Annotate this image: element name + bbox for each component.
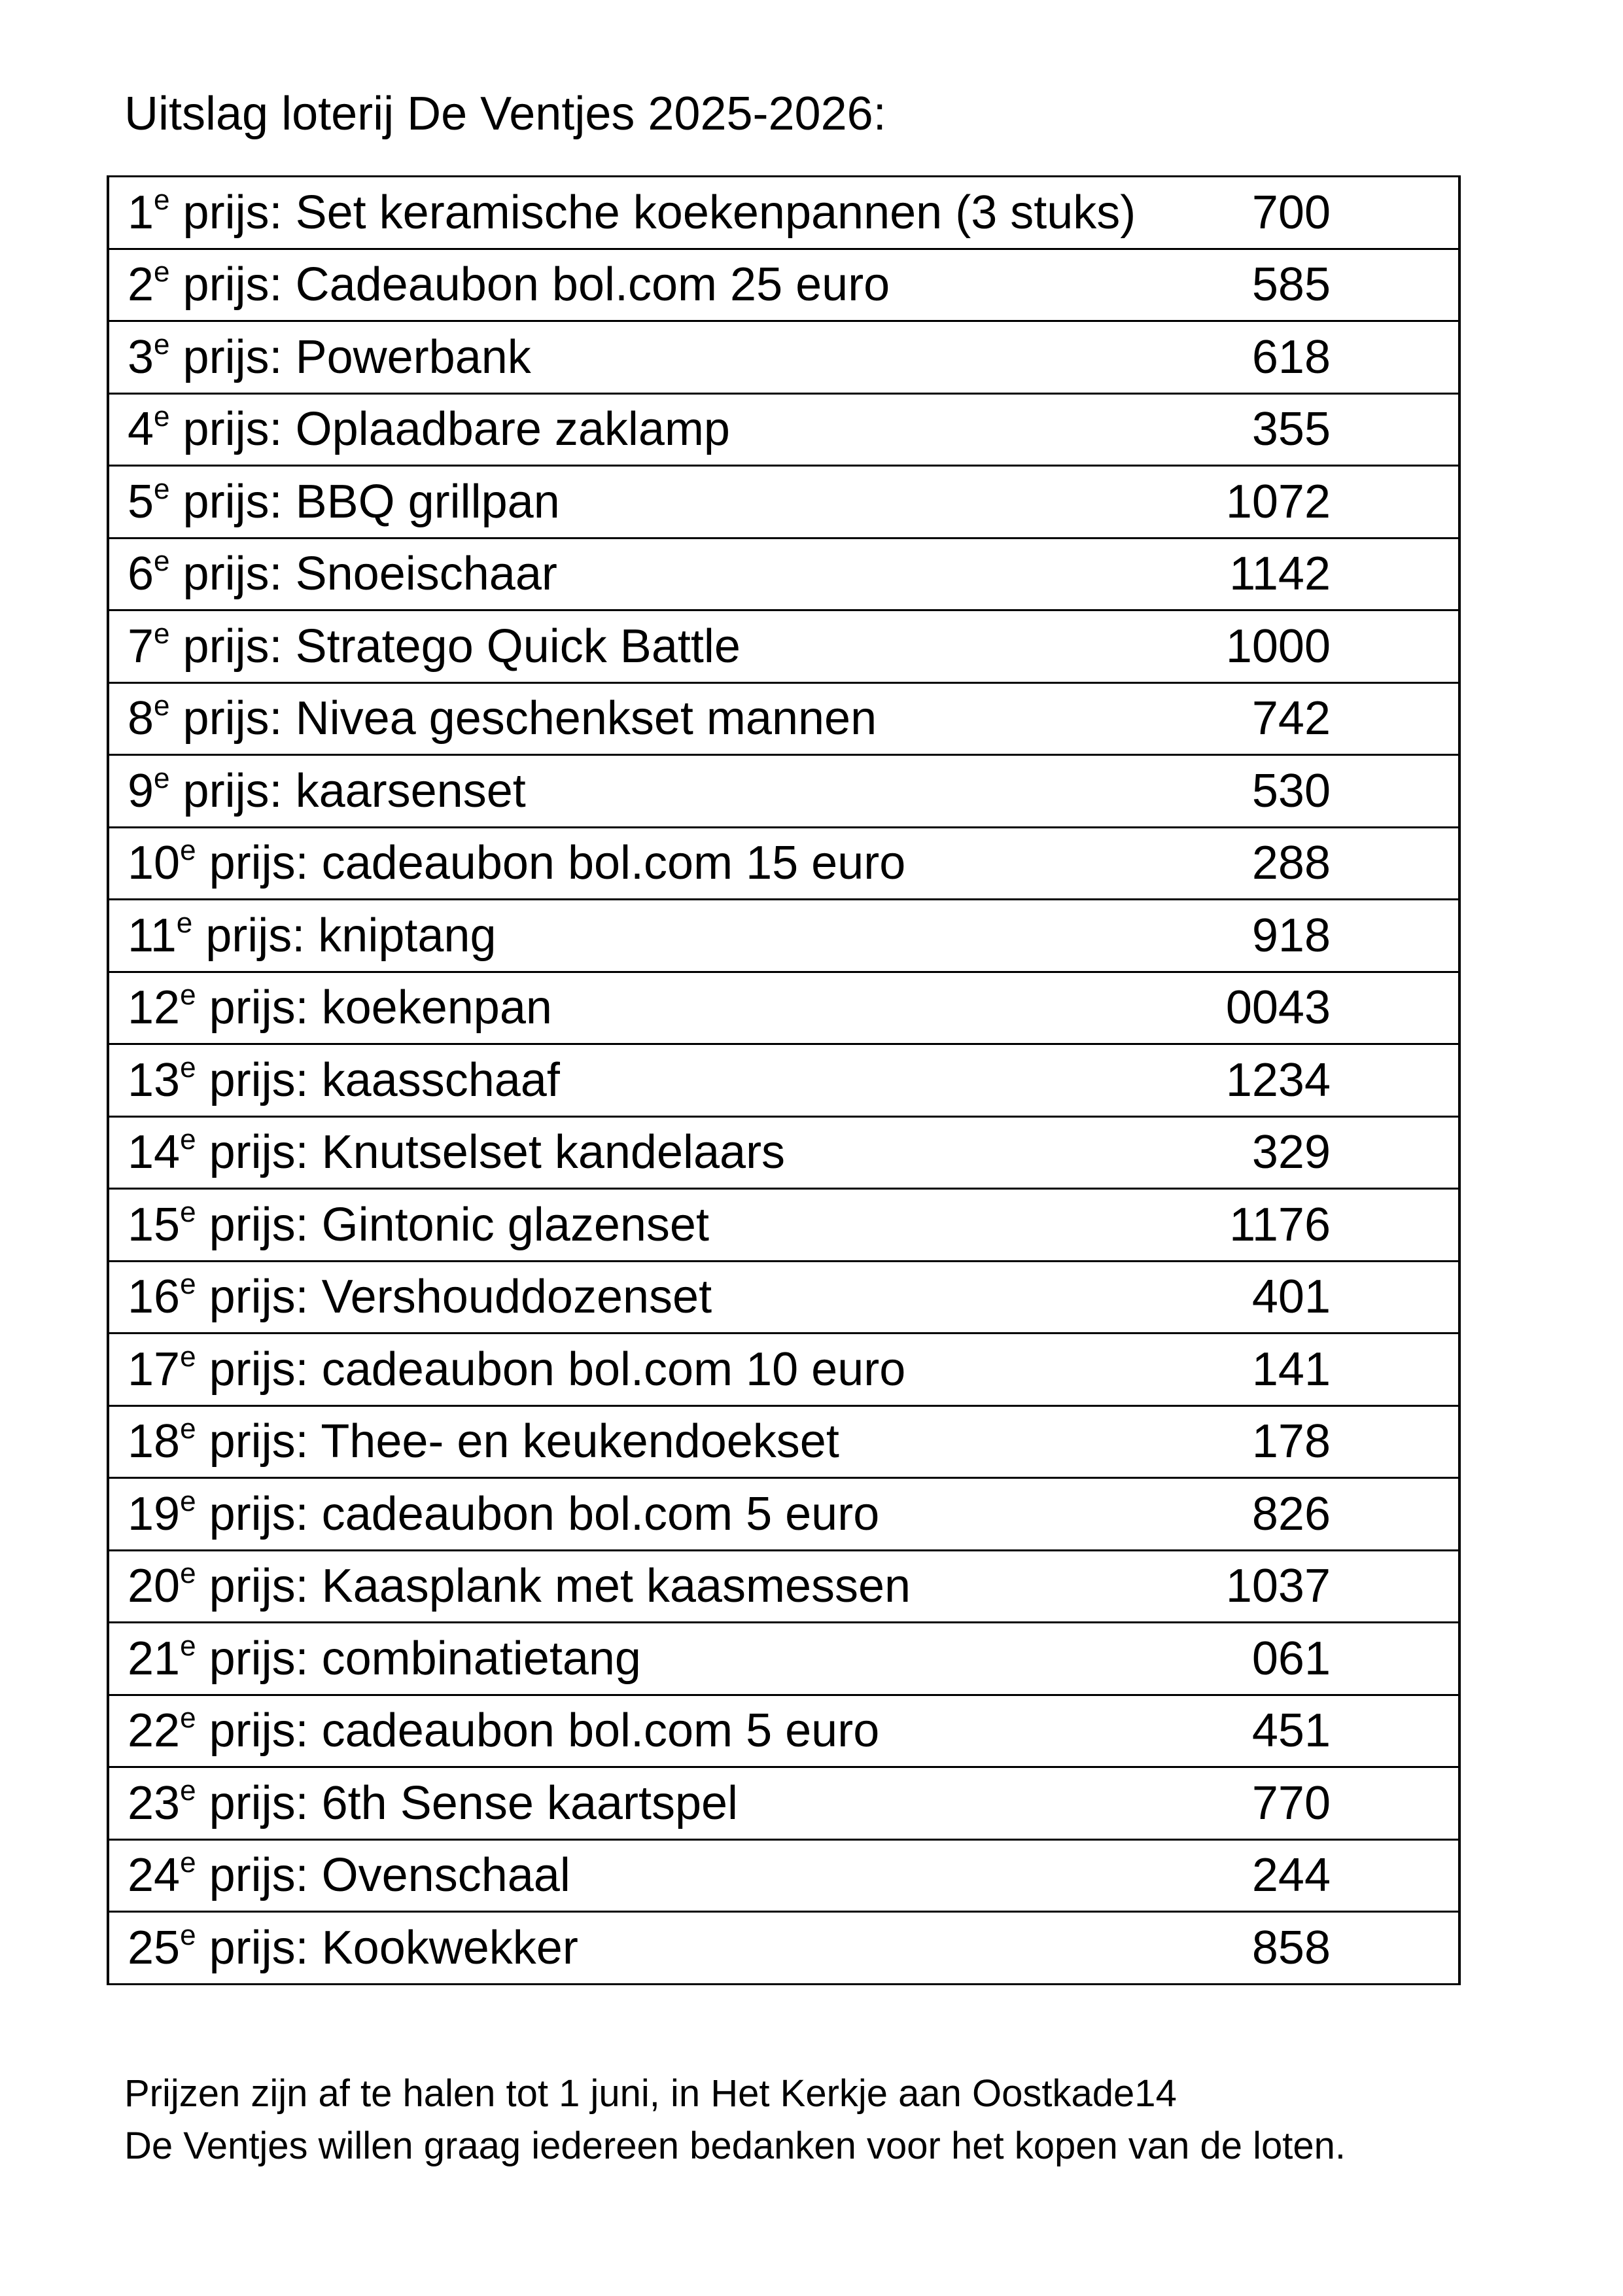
- prize-row: [108, 610, 1459, 683]
- winning-number: 141: [1069, 1333, 1459, 1406]
- winning-number: 618: [1069, 321, 1459, 394]
- prize-rank-number: 23: [128, 1776, 181, 1829]
- prize-name: Gintonic glazenset: [321, 1198, 709, 1251]
- prize-rank: [128, 1051, 196, 1106]
- prize-word: prijs:: [209, 1704, 309, 1757]
- prize-word: prijs:: [209, 981, 309, 1034]
- prize-row: [108, 1912, 1459, 1985]
- prize-rank-suffix: e: [180, 1413, 196, 1445]
- prize-row: [108, 1189, 1459, 1262]
- prize-rank-number: 2: [128, 258, 154, 311]
- prize-rank-suffix: e: [180, 1195, 196, 1228]
- prize-name: koekenpan: [321, 981, 552, 1034]
- winning-number: 700: [1069, 177, 1459, 249]
- prize-rank-number: 15: [128, 1198, 181, 1251]
- page-title: Uitslag loterij De Ventjes 2025-2026:: [124, 88, 886, 140]
- winning-number: 530: [1069, 755, 1459, 828]
- prize-word: prijs:: [209, 837, 309, 890]
- prize-rank: [128, 1195, 196, 1251]
- prize-name: Snoeischaar: [295, 548, 557, 601]
- prize-rank: [128, 1846, 196, 1902]
- prize-name: Thee- en keukendoekset: [321, 1415, 839, 1468]
- prize-rank: [128, 692, 170, 745]
- prize-word: prijs:: [209, 1415, 309, 1468]
- prize-rank-number: 5: [128, 475, 154, 528]
- prize-rank: [128, 400, 170, 456]
- prize-row: [108, 249, 1459, 321]
- prize-word: prijs:: [183, 330, 283, 383]
- prize-cell: [108, 177, 1136, 249]
- winning-number: 355: [1069, 393, 1459, 466]
- winning-number: 1142: [1069, 538, 1459, 610]
- prize-cell: [108, 755, 1069, 828]
- prize-table: [107, 175, 1461, 1985]
- prize-rank-suffix: e: [180, 1123, 196, 1156]
- winning-number: 1000: [1069, 610, 1459, 683]
- prize-rank-number: 9: [128, 764, 154, 817]
- prize-rank-number: 16: [128, 1271, 181, 1324]
- prize-cell: [108, 1405, 1069, 1478]
- prize-rank-suffix: e: [180, 1340, 196, 1373]
- prize-cell: [108, 900, 1069, 972]
- winning-number: 1176: [1069, 1189, 1459, 1262]
- prize-rank-number: 20: [128, 1560, 181, 1613]
- winning-number: 329: [1069, 1116, 1459, 1189]
- winning-number: 1234: [1069, 1044, 1459, 1117]
- winning-number: 826: [1069, 1478, 1459, 1551]
- prize-name: BBQ grillpan: [295, 475, 560, 528]
- prize-word: prijs:: [209, 1560, 309, 1613]
- prize-cell: [108, 827, 1069, 900]
- prize-name: cadeaubon bol.com 10 euro: [321, 1343, 906, 1396]
- prize-word: prijs:: [209, 1053, 309, 1106]
- prize-word: prijs:: [209, 1921, 309, 1974]
- prize-rank-suffix: e: [176, 906, 193, 939]
- prize-rank-number: 17: [128, 1343, 181, 1396]
- prize-name: kniptang: [318, 909, 497, 962]
- prize-cell: [108, 1623, 1069, 1695]
- winning-number: 858: [1069, 1912, 1459, 1985]
- prize-rank-number: 7: [128, 620, 154, 673]
- prize-rank-suffix: e: [180, 834, 196, 867]
- prize-name: Vershouddozenset: [321, 1271, 712, 1324]
- prize-row: [108, 755, 1459, 828]
- prize-row: [108, 1623, 1459, 1695]
- prize-rank-suffix: e: [180, 1268, 196, 1301]
- prize-rank-suffix: e: [180, 979, 196, 1012]
- prize-rank: [128, 762, 170, 817]
- prize-row: [108, 177, 1459, 249]
- prize-cell: [108, 610, 1069, 683]
- prize-rank: [128, 328, 170, 383]
- prize-row: [108, 682, 1459, 755]
- prize-rank-suffix: e: [154, 545, 170, 578]
- prize-rank: [128, 981, 196, 1034]
- prize-row: [108, 538, 1459, 610]
- prize-cell: [108, 249, 1069, 321]
- prize-cell: [108, 1839, 1069, 1912]
- prize-word: prijs:: [183, 620, 283, 673]
- prize-list: [108, 177, 1459, 1985]
- winning-number: 178: [1069, 1405, 1459, 1478]
- prize-cell: [108, 393, 1069, 466]
- prize-row: [108, 466, 1459, 539]
- prize-rank: [128, 1629, 196, 1685]
- prize-name: Stratego Quick Battle: [295, 620, 741, 673]
- winning-number: 585: [1069, 249, 1459, 321]
- prize-rank-number: 14: [128, 1126, 181, 1179]
- prize-rank-suffix: e: [154, 256, 170, 289]
- prize-word: prijs:: [183, 692, 283, 745]
- prize-rank: [128, 1415, 196, 1468]
- prize-rank-suffix: e: [154, 472, 170, 505]
- prize-rank: [128, 1268, 196, 1324]
- prize-rank-suffix: e: [180, 1774, 196, 1807]
- prize-row: [108, 1333, 1459, 1406]
- prize-word: prijs:: [209, 1271, 309, 1324]
- prize-cell: [108, 1912, 1069, 1985]
- prize-rank-number: 4: [128, 403, 154, 456]
- prize-word: prijs:: [183, 186, 283, 239]
- prize-row: [108, 1767, 1459, 1840]
- prize-word: prijs:: [205, 909, 305, 962]
- prize-rank-suffix: e: [154, 762, 170, 794]
- prize-rank-number: 6: [128, 548, 154, 601]
- winning-number: 1037: [1069, 1550, 1459, 1623]
- prize-cell: [108, 1261, 1069, 1333]
- winning-number: 0043: [1069, 972, 1459, 1044]
- prize-cell: [108, 1695, 1069, 1767]
- prize-rank: [128, 1704, 196, 1757]
- winning-number: 918: [1069, 900, 1459, 972]
- prize-rank-suffix: e: [154, 690, 170, 722]
- prize-row: [108, 1550, 1459, 1623]
- prize-rank: [128, 906, 193, 962]
- prize-cell: [108, 1189, 1069, 1262]
- prize-rank-suffix: e: [180, 1557, 196, 1590]
- winning-number: 451: [1069, 1695, 1459, 1767]
- prize-rank-suffix: e: [154, 617, 170, 650]
- prize-word: prijs:: [183, 403, 283, 456]
- footer-notes: [124, 2068, 1346, 2172]
- prize-rank-number: 10: [128, 837, 181, 890]
- prize-rank: [128, 1557, 196, 1613]
- winning-number: 288: [1069, 827, 1459, 900]
- prize-rank-suffix: e: [180, 1846, 196, 1879]
- winning-number: 244: [1069, 1839, 1459, 1912]
- prize-rank-number: 12: [128, 981, 181, 1034]
- prize-rank: [128, 258, 170, 311]
- prize-word: prijs:: [183, 548, 283, 601]
- prize-word: prijs:: [209, 1849, 309, 1902]
- prize-row: [108, 1695, 1459, 1767]
- prize-row: [108, 1478, 1459, 1551]
- prize-rank-suffix: e: [154, 400, 170, 433]
- prize-rank-number: 21: [128, 1632, 181, 1685]
- prize-name: Kaasplank met kaasmessen: [321, 1560, 911, 1613]
- prize-row: [108, 1044, 1459, 1117]
- winning-number: 770: [1069, 1767, 1459, 1840]
- prize-rank-number: 22: [128, 1704, 181, 1757]
- prize-word: prijs:: [209, 1487, 309, 1540]
- prize-rank-suffix: e: [180, 1918, 196, 1951]
- prize-cell: [108, 1767, 1069, 1840]
- prize-row: [108, 1405, 1459, 1478]
- prize-rank-number: 11: [128, 909, 177, 962]
- prize-rank-number: 3: [128, 330, 154, 383]
- prize-row: [108, 1261, 1459, 1333]
- prize-word: prijs:: [209, 1126, 309, 1179]
- prize-rank-number: 25: [128, 1921, 181, 1974]
- prize-rank: [128, 834, 196, 890]
- prize-row: [108, 393, 1459, 466]
- prize-name: Ovenschaal: [321, 1849, 570, 1902]
- prize-name: 6th Sense kaartspel: [321, 1776, 739, 1829]
- prize-rank-suffix: e: [180, 1702, 196, 1735]
- prize-rank: [128, 545, 170, 601]
- prize-rank: [128, 617, 170, 673]
- prize-rank: [128, 1918, 196, 1974]
- prize-word: prijs:: [183, 764, 283, 817]
- prize-cell: [108, 538, 1069, 610]
- prize-name: Knutselset kandelaars: [321, 1126, 786, 1179]
- prize-name: Powerbank: [295, 330, 531, 383]
- winning-number: 742: [1069, 682, 1459, 755]
- prize-rank: [128, 1123, 196, 1179]
- prize-cell: [108, 682, 1069, 755]
- prize-name: cadeaubon bol.com 5 euro: [321, 1704, 880, 1757]
- prize-word: prijs:: [209, 1776, 309, 1829]
- prize-name: Set keramische koekenpannen (3 stuks): [295, 186, 1136, 239]
- prize-cell: [108, 972, 1069, 1044]
- prize-name: Nivea geschenkset mannen: [295, 692, 877, 745]
- prize-rank-number: 13: [128, 1053, 181, 1106]
- prize-row: [108, 972, 1459, 1044]
- prize-rank-number: 19: [128, 1487, 181, 1540]
- winning-number: 401: [1069, 1261, 1459, 1333]
- prize-name: cadeaubon bol.com 5 euro: [321, 1487, 880, 1540]
- prize-rank-number: 1: [128, 186, 154, 239]
- prize-word: prijs:: [209, 1198, 309, 1251]
- prize-rank: [128, 472, 170, 528]
- prize-row: [108, 1839, 1459, 1912]
- prize-name: combinatietang: [321, 1632, 641, 1685]
- prize-rank-number: 8: [128, 692, 154, 745]
- winning-number: 1072: [1069, 466, 1459, 539]
- prize-row: [108, 321, 1459, 394]
- prize-rank: [128, 1485, 196, 1540]
- prize-rank-suffix: e: [154, 183, 170, 216]
- pickup-note: Prijzen zijn af te halen tot 1 juni, in Het Kerkje aan Oostkade14: [124, 2072, 1177, 2115]
- prize-cell: [108, 321, 1069, 394]
- prize-word: prijs:: [183, 475, 283, 528]
- prize-name: cadeaubon bol.com 15 euro: [321, 837, 906, 890]
- prize-rank-number: 18: [128, 1415, 181, 1468]
- prize-cell: [108, 1550, 1069, 1623]
- prize-row: [108, 1116, 1459, 1189]
- prize-word: prijs:: [209, 1632, 309, 1685]
- prize-name: kaasschaaf: [321, 1053, 560, 1106]
- prize-cell: [108, 1044, 1069, 1117]
- prize-cell: [108, 1333, 1069, 1406]
- prize-cell: [108, 1116, 1069, 1189]
- prize-rank: [128, 1340, 196, 1396]
- prize-rank: [128, 183, 170, 239]
- prize-rank-suffix: e: [154, 328, 170, 361]
- prize-name: Cadeaubon bol.com 25 euro: [295, 258, 890, 311]
- winning-number: 061: [1069, 1623, 1459, 1695]
- prize-name: kaarsenset: [295, 764, 526, 817]
- prize-rank: [128, 1774, 196, 1829]
- prize-rank-suffix: e: [180, 1629, 196, 1662]
- prize-word: prijs:: [183, 258, 283, 311]
- prize-rank-suffix: e: [180, 1051, 196, 1084]
- prize-word: prijs:: [209, 1343, 309, 1396]
- thanks-note: De Ventjes willen graag iedereen bedanken voor het kopen van de loten.: [124, 2125, 1346, 2167]
- prize-cell: [108, 466, 1069, 539]
- prize-rank-suffix: e: [180, 1485, 196, 1517]
- prize-name: Kookwekker: [321, 1921, 578, 1974]
- prize-row: [108, 827, 1459, 900]
- prize-row: [108, 900, 1459, 972]
- prize-cell: [108, 1478, 1069, 1551]
- prize-name: Oplaadbare zaklamp: [295, 403, 730, 456]
- prize-rank-number: 24: [128, 1849, 181, 1902]
